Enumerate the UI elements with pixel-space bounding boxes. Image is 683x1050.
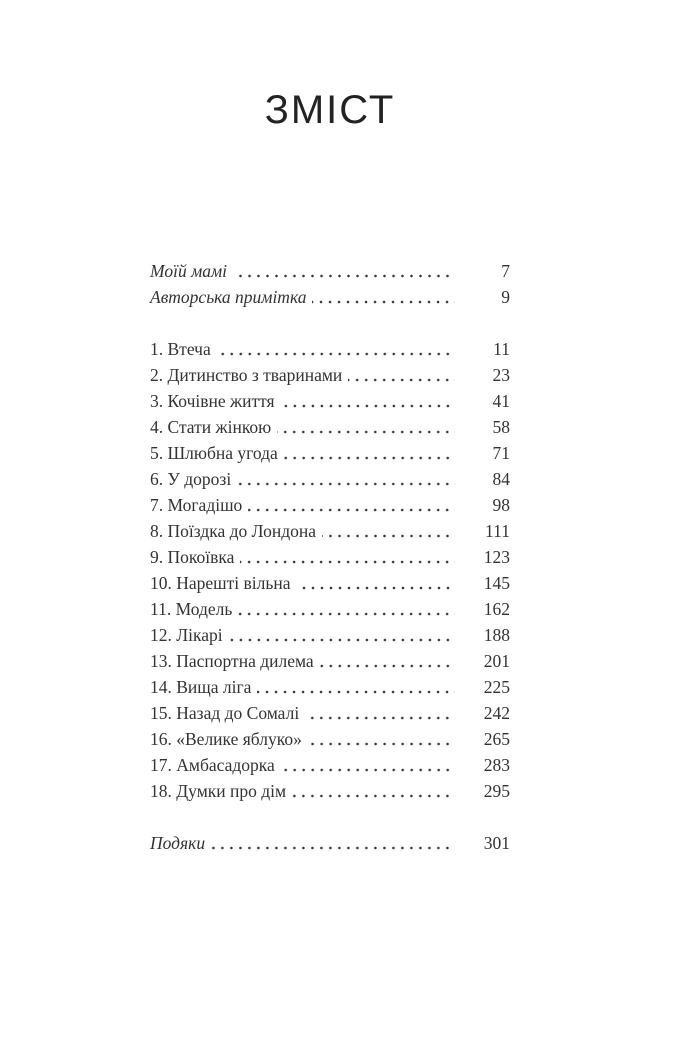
toc-entry-page: 301	[483, 833, 510, 853]
toc-entry-page: 283	[483, 755, 510, 775]
toc-entry-label: 9. Покоївка	[150, 547, 235, 567]
toc-entry-chapter	[150, 726, 510, 752]
toc-entry-page: 123	[483, 547, 510, 567]
toc-entry-page: 11	[493, 339, 510, 359]
toc-entry-label: 18. Думки про дім	[150, 781, 287, 801]
toc-entry-page: 265	[483, 729, 510, 749]
toc-entry-label: 5. Шлюбна угода	[150, 443, 278, 463]
dot-leader	[292, 778, 455, 804]
toc-entry-label: 11. Модель	[150, 599, 233, 619]
section-gap	[150, 804, 510, 830]
toc-entry-page: 225	[483, 677, 510, 697]
page-title: ЗМІСТ	[264, 88, 396, 132]
toc-entry-front-matter	[150, 258, 510, 284]
toc-entry-label: 1. Втеча	[150, 339, 211, 359]
toc-entry-label: 6. У дорозі	[150, 469, 232, 489]
dot-leader	[320, 648, 455, 674]
toc-entry-chapter	[150, 388, 510, 414]
dot-leader	[229, 622, 455, 648]
toc-entry-page: 201	[483, 651, 510, 671]
toc-entry-label: Авторська примітка	[150, 287, 307, 307]
dot-leader	[281, 388, 455, 414]
toc-entry-page: 162	[483, 599, 510, 619]
toc-entry-page: 242	[483, 703, 510, 723]
toc-entry-chapter	[150, 466, 510, 492]
section-gap	[150, 310, 510, 336]
toc-entry-page: 145	[483, 573, 510, 593]
toc-entry-page: 295	[483, 781, 510, 801]
toc-entry-label: 7. Могадішо	[150, 495, 243, 515]
toc-entry-page: 7	[501, 261, 510, 281]
toc-entry-page: 9	[501, 287, 510, 307]
toc-entry-label: 8. Поїздка до Лондона	[150, 521, 316, 541]
dot-leader	[240, 544, 455, 570]
toc-entry-chapter	[150, 336, 510, 362]
toc-entry-page: 111	[485, 521, 510, 541]
toc-entry-chapter	[150, 518, 510, 544]
toc-entry-label: 13. Паспортна дилема	[150, 651, 314, 671]
toc-entry-label: 12. Лікарі	[150, 625, 223, 645]
toc-entry-label: 4. Стати жінкою	[150, 417, 272, 437]
dot-leader	[217, 336, 455, 362]
toc-entry-label: Моїй мамі	[150, 261, 228, 281]
toc-entry-page: 71	[492, 443, 510, 463]
dot-leader	[211, 830, 455, 856]
toc-entry-chapter	[150, 622, 510, 648]
toc-entry-chapter	[150, 414, 510, 440]
toc-entry-label: 16. «Велике яблуко»	[150, 729, 302, 749]
dot-leader	[322, 518, 455, 544]
dot-leader	[312, 284, 455, 310]
toc-entry-page: 58	[492, 417, 510, 437]
toc-entry-label: 17. Амбасадорка	[150, 755, 275, 775]
dot-leader	[248, 492, 455, 518]
toc-entry-front-matter	[150, 284, 510, 310]
toc-entry-chapter	[150, 674, 510, 700]
toc-entry-chapter	[150, 362, 510, 388]
toc-entry-label: Подяки	[150, 833, 206, 853]
dot-leader	[348, 362, 455, 388]
dot-leader	[237, 466, 455, 492]
dot-leader	[257, 674, 455, 700]
toc-entry-chapter	[150, 778, 510, 804]
toc-entry-page: 188	[483, 625, 510, 645]
toc-entry-chapter	[150, 596, 510, 622]
toc-entry-page: 84	[492, 469, 510, 489]
dot-leader	[308, 726, 455, 752]
toc-entry-page: 98	[492, 495, 510, 515]
toc-entry-chapter	[150, 752, 510, 778]
dot-leader	[297, 570, 455, 596]
dot-leader	[305, 700, 455, 726]
table-of-contents	[150, 258, 510, 856]
toc-entry-chapter	[150, 440, 510, 466]
dot-leader	[238, 596, 455, 622]
toc-entry-label: 10. Нарешті вільна	[150, 573, 291, 593]
dot-leader	[233, 258, 455, 284]
toc-entry-page: 23	[492, 365, 510, 385]
dot-leader	[281, 752, 455, 778]
toc-entry-chapter	[150, 700, 510, 726]
toc-entry-chapter	[150, 492, 510, 518]
dot-leader	[277, 414, 455, 440]
dot-leader	[284, 440, 455, 466]
toc-entry-label: 2. Дитинство з тваринами	[150, 365, 343, 385]
toc-entry-chapter	[150, 648, 510, 674]
toc-entry-label: 3. Кочівне життя	[150, 391, 275, 411]
toc-entry-chapter	[150, 544, 510, 570]
toc-entry-label: 15. Назад до Сомалі	[150, 703, 300, 723]
toc-entry-label: 14. Вища ліга	[150, 677, 252, 697]
toc-entry-page: 41	[492, 391, 510, 411]
toc-entry-back-matter	[150, 830, 510, 856]
toc-entry-chapter	[150, 570, 510, 596]
